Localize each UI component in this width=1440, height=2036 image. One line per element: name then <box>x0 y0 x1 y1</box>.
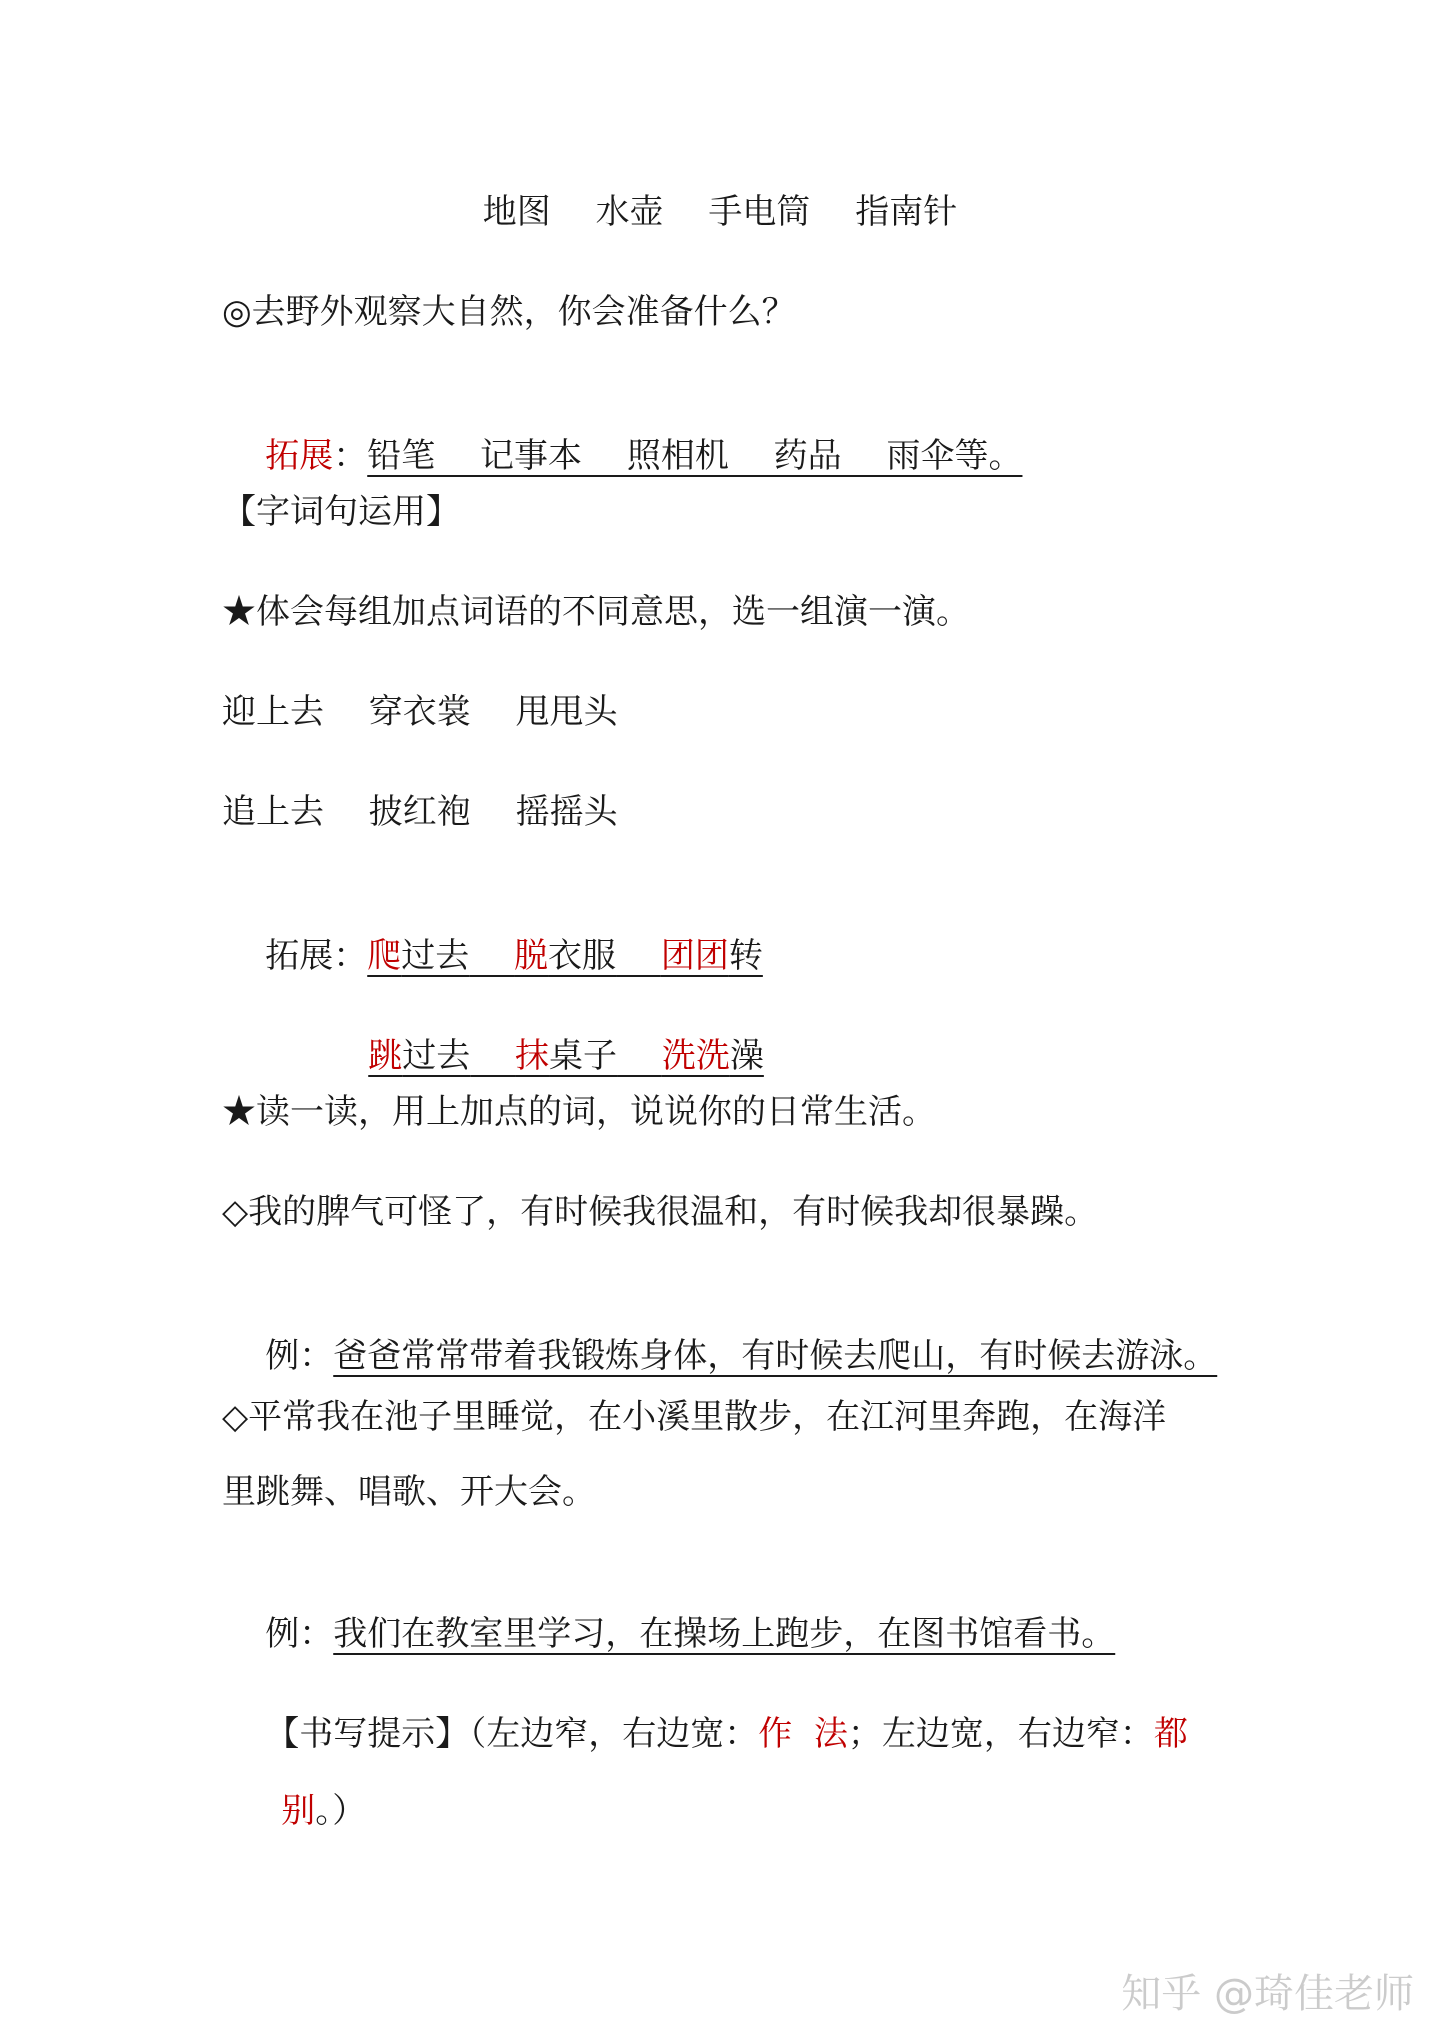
word-rest: 过去 <box>402 1036 471 1076</box>
example-label: 例： <box>265 1336 334 1376</box>
writing-tip-char-2: 都 <box>1153 1714 1188 1754</box>
word-rest: 过去 <box>401 936 470 976</box>
dotted-word: 抹 <box>515 1036 550 1076</box>
dotted-word: 跳 <box>368 1036 403 1076</box>
extension-words-label: 拓展： <box>265 936 368 976</box>
example-answer-text: 爸爸常常带着我锻炼身体，有时候去爬山，有时候去游泳。 <box>333 1336 1218 1376</box>
task-daily-life: ★读一读，用上加点的词，说说你的日常生活。 <box>222 1092 936 1132</box>
supplies-line: 地图 水壶 手电筒 指南针 <box>482 192 958 232</box>
extension-word-group <box>367 936 763 976</box>
extension-colon: ： <box>333 436 368 476</box>
word-row-2: 追上去 披红袍 摇摇头 <box>222 792 618 832</box>
word-gap <box>616 936 661 976</box>
writing-tip-line-2 <box>238 1745 366 1877</box>
extension-answer: 铅笔 记事本 照相机 药品 雨伞等。 <box>367 436 1023 476</box>
dotted-word: 脱 <box>514 936 549 976</box>
watermark: 知乎 @琦佳老师 <box>1121 1971 1414 2017</box>
writing-tip-char-3: 别 <box>281 1791 316 1831</box>
dotted-word: 洗洗 <box>661 1036 730 1076</box>
word-gap <box>617 1036 662 1076</box>
dotted-word: 爬 <box>367 936 402 976</box>
word-row-1: 迎上去 穿衣裳 甩甩头 <box>222 692 618 732</box>
example-sentence-2-line-2: 里跳舞、唱歌、开大会。 <box>222 1472 596 1512</box>
word-rest: 澡 <box>729 1036 764 1076</box>
word-gap <box>469 936 514 976</box>
writing-tip-tail: 。） <box>315 1791 367 1831</box>
writing-tip-mid: ；左边宽，右边窄： <box>847 1714 1154 1754</box>
word-rest: 衣服 <box>548 936 617 976</box>
extension-label: 拓展 <box>265 436 334 476</box>
word-rest: 桌子 <box>549 1036 618 1076</box>
writing-tip-chars-1: 作 法 <box>758 1714 848 1754</box>
example-sentence-2-line-1: ◇平常我在池子里睡觉，在小溪里散步，在江河里奔跑，在海洋 <box>222 1397 1167 1437</box>
word-rest: 转 <box>728 936 763 976</box>
dotted-word: 团团 <box>660 936 729 976</box>
example-label: 例： <box>265 1614 334 1654</box>
section-heading-word-use: 【字词句运用】 <box>222 492 460 532</box>
writing-tip-head: 【书写提示】（左边窄，右边宽： <box>265 1714 759 1754</box>
word-gap <box>470 1036 515 1076</box>
task-act-out: ★体会每组加点词语的不同意思，选一组演一演。 <box>222 592 970 632</box>
question-line: ◎去野外观察大自然，你会准备什么？ <box>222 292 796 332</box>
example-sentence-1: ◇我的脾气可怪了，有时候我很温和，有时候我却很暴躁。 <box>222 1192 1099 1232</box>
extension-word-group <box>368 1036 764 1076</box>
example-answer-text: 我们在教室里学习，在操场上跑步，在图书馆看书。 <box>333 1614 1116 1654</box>
writing-tip-line-1 <box>222 1668 1188 1800</box>
